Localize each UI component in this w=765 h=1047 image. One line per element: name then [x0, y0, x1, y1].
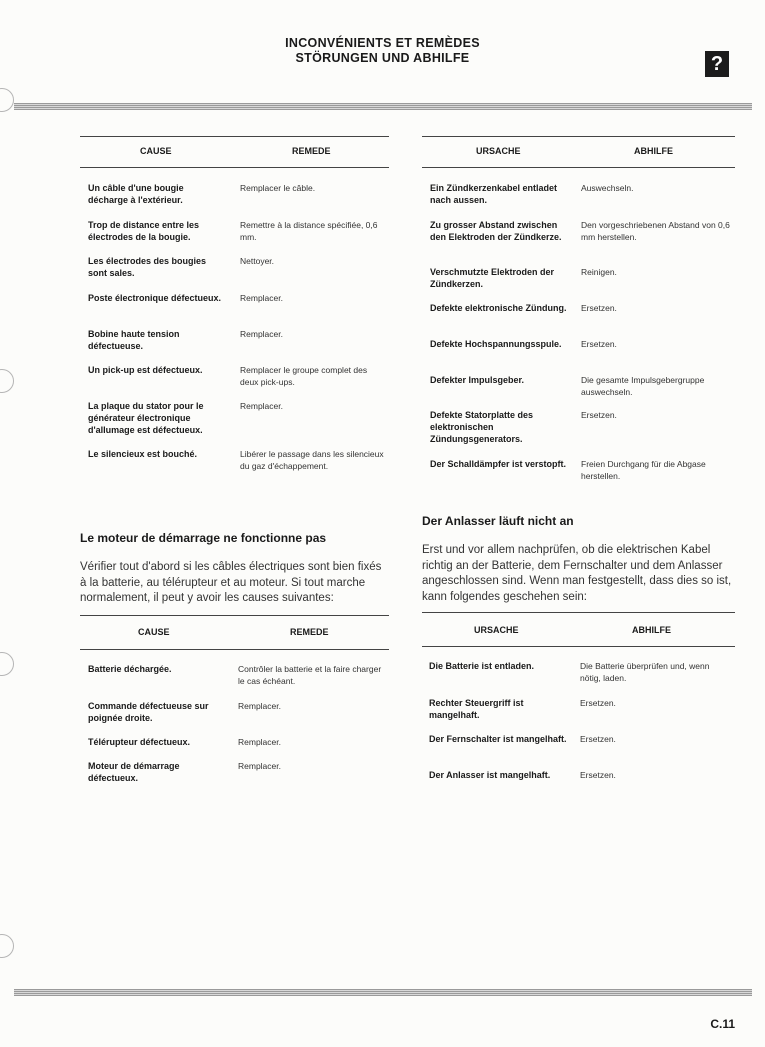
table-cell-cause: Defekte elektronische Zündung.	[430, 303, 567, 313]
table-cell-cause: Un pick-up est défectueux.	[88, 365, 203, 375]
table-cell-remedy: Die gesamte Impulsgebergruppe auswechseln.	[581, 375, 705, 397]
table-cell-cause: Die Batterie ist entladen.	[429, 661, 535, 671]
table-fr-1	[80, 136, 389, 476]
table-cell-remedy: Remettre à la distance spécifiée, 0,6 mm.	[240, 220, 378, 242]
table-cell-remedy: Remplacer.	[240, 329, 283, 339]
question-mark-icon: ?	[705, 51, 729, 77]
table-cell-cause: Un câble d'une bougie décharge à l'extérieur.	[88, 183, 184, 205]
page-number: C.11	[710, 1017, 735, 1031]
table-cell-remedy: Remplacer le groupe complet des deux pick-ups.	[240, 365, 368, 387]
table-cell-remedy: Remplacer le câble.	[240, 183, 316, 193]
bottom-divider	[14, 989, 752, 996]
table-cell-cause: Defekte Hochspannungsspule.	[430, 339, 562, 349]
binder-hole-3	[0, 652, 14, 676]
section-text-de: Erst und vor allem nachprüfen, ob die elektrischen Kabel richtig an der Batterie, dem Fernschalter und dem Anlasser angeschlossen sind. Wenn man festgestellt, dass dies so ist, kann folgendes geschehen sein:	[422, 544, 732, 603]
table-header-remede: REMEDE	[290, 627, 329, 637]
table-cell-remedy: Remplacer.	[238, 701, 281, 711]
table-cell-remedy: Ersetzen.	[581, 339, 617, 349]
table-fr-2	[80, 615, 389, 805]
binder-hole-1	[0, 88, 14, 112]
table-cell-remedy: Ersetzen.	[580, 770, 616, 780]
table-cell-remedy: Ersetzen.	[580, 734, 616, 744]
table-cell-remedy: Remplacer.	[238, 737, 281, 747]
table-header-abhilfe: ABHILFE	[632, 625, 671, 635]
table-cell-cause: Bobine haute tension défectueuse.	[88, 329, 180, 351]
table-header-cause: CAUSE	[138, 627, 170, 637]
page-title-fr: INCONVÉNIENTS ET REMÈDES	[285, 36, 480, 50]
table-header-ursache: URSACHE	[474, 625, 519, 635]
page-title-de: STÖRUNGEN UND ABHILFE	[295, 51, 470, 65]
table-cell-remedy: Nettoyer.	[240, 256, 275, 266]
table-cell-cause: Defekte Statorplatte des elektronischen Zündungsgenerators.	[430, 410, 534, 444]
table-cell-cause: Ein Zündkerzenkabel entladet nach aussen.	[430, 183, 558, 205]
table-de-1	[422, 136, 735, 481]
table-cell-remedy: Remplacer.	[240, 293, 283, 303]
table-cell-cause: Rechter Steuergriff ist mangelhaft.	[429, 698, 524, 720]
table-cell-cause: Poste électronique défectueux.	[88, 293, 222, 303]
table-cell-cause: Batterie déchargée.	[88, 664, 172, 674]
table-cell-cause: Zu grosser Abstand zwischen den Elektroden der Zündkerze.	[430, 220, 562, 242]
table-cell-remedy: Ersetzen.	[581, 303, 617, 313]
table-de-2	[422, 612, 735, 802]
table-cell-cause: Moteur de démarrage défectueux.	[88, 761, 180, 783]
table-header-cause: CAUSE	[140, 146, 172, 156]
table-cell-remedy: Den vorgeschriebenen Abstand von 0,6 mm herstellen.	[581, 220, 730, 242]
table-cell-remedy: Libérer le passage dans les silencieux du gaz d'échappement.	[240, 449, 384, 471]
table-cell-remedy: Ersetzen.	[581, 410, 617, 420]
binder-hole-4	[0, 934, 14, 958]
table-cell-remedy: Reinigen.	[581, 267, 617, 277]
table-cell-cause: Les électrodes des bougies sont sales.	[88, 256, 207, 278]
section-heading-de: Der Anlasser läuft nicht an	[422, 514, 574, 528]
section-text-fr: Vérifier tout d'abord si les câbles électriques sont bien fixés à la batterie, au télérupteur et au moteur. Si tout marche normalement, il peut y avoir les causes suivantes:	[80, 561, 382, 604]
table-cell-remedy: Die Batterie überprüfen und, wenn nötig, laden.	[580, 661, 710, 683]
table-header-abhilfe: ABHILFE	[634, 146, 673, 156]
table-cell-remedy: Remplacer.	[240, 401, 283, 411]
table-cell-cause: Verschmutzte Elektroden der Zündkerzen.	[430, 267, 555, 289]
table-cell-remedy: Ersetzen.	[580, 698, 616, 708]
table-cell-cause: Der Fernschalter ist mangelhaft.	[429, 734, 567, 744]
table-cell-remedy: Auswechseln.	[581, 183, 634, 193]
table-cell-cause: Trop de distance entre les électrodes de la bougie.	[88, 220, 200, 242]
table-cell-cause: Télérupteur défectueux.	[88, 737, 191, 747]
table-cell-cause: La plaque du stator pour le générateur électronique d'allumage est défectueux.	[88, 401, 204, 435]
table-cell-remedy: Remplacer.	[238, 761, 281, 771]
table-cell-remedy: Contrôler la batterie et la faire charger le cas échéant.	[238, 664, 382, 686]
table-header-ursache: URSACHE	[476, 146, 521, 156]
table-cell-cause: Commande défectueuse sur poignée droite.	[88, 701, 209, 723]
table-header-remede: REMEDE	[292, 146, 331, 156]
table-cell-cause: Der Schalldämpfer ist verstopft.	[430, 459, 567, 469]
section-heading-fr: Le moteur de démarrage ne fonctionne pas	[80, 531, 327, 545]
table-cell-cause: Defekter Impulsgeber.	[430, 375, 525, 385]
table-cell-cause: Le silencieux est bouché.	[88, 449, 198, 459]
table-cell-remedy: Freien Durchgang für die Abgase herstellen.	[581, 459, 706, 481]
binder-hole-2	[0, 369, 14, 393]
table-cell-cause: Der Anlasser ist mangelhaft.	[429, 770, 551, 780]
top-divider	[14, 103, 752, 110]
